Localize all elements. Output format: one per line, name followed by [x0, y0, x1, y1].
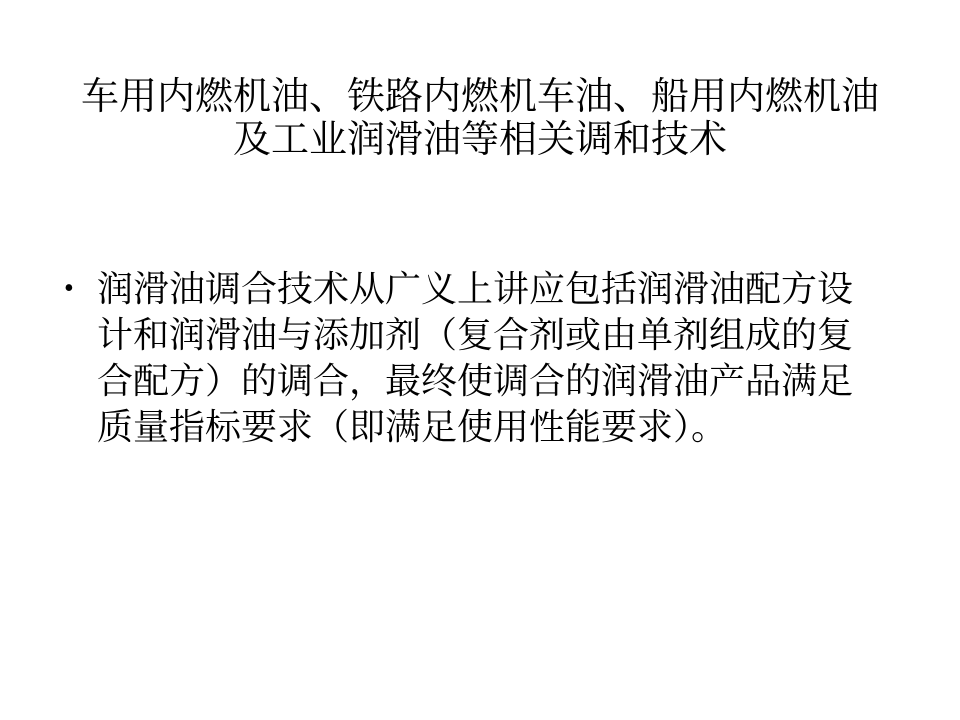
list-item [64, 266, 914, 450]
body-text-line: 计和润滑油与添加剂（复合剂或由单剂组成的复 [97, 315, 854, 355]
body-text-line: 润滑油调合技术从广义上讲应包括润滑油配方设 [97, 269, 854, 309]
slide-title-line-1: 车用内燃机油、铁路内燃机车油、船用内燃机油 [80, 76, 879, 118]
body-text-line: 质量指标要求（即满足使用性能要求）。 [97, 407, 728, 447]
body-text-line: 合配方）的调合，最终使调合的润滑油产品满足 [97, 361, 854, 401]
body-paragraph [97, 266, 914, 450]
bullet-icon: • [64, 273, 74, 304]
slide-title-line-2: 及工业润滑油等相关调和技术 [232, 119, 727, 161]
slide-title [0, 76, 960, 162]
slide-body [64, 266, 914, 450]
